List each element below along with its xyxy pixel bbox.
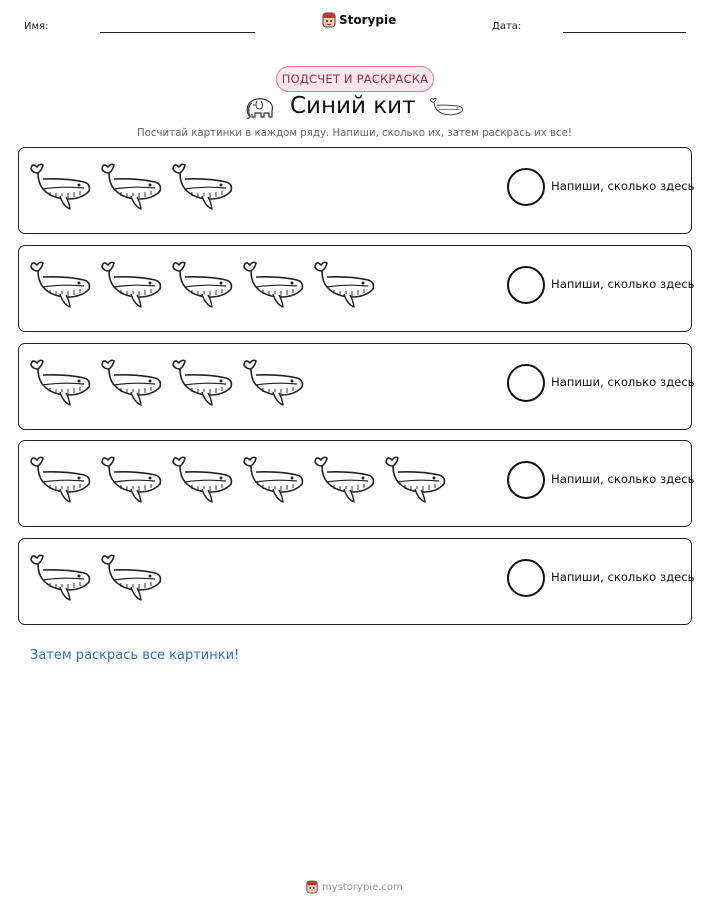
page-title: Синий кит [290, 93, 416, 119]
answer-hint: Напиши, сколько здесь [551, 179, 695, 193]
whale-icon [243, 260, 305, 310]
date-label: Дата: [492, 21, 522, 32]
whale-icon [30, 260, 92, 310]
whale-icon [101, 260, 163, 310]
answer-circle[interactable] [507, 266, 545, 304]
elephant-icon [244, 94, 276, 122]
answer-hint: Напиши, сколько здесь [551, 277, 695, 291]
whale-icon [30, 358, 92, 408]
whale-icon [243, 358, 305, 408]
worksheet-header [0, 0, 709, 50]
count-row [18, 147, 695, 234]
count-row [18, 440, 695, 527]
count-row [18, 343, 695, 430]
whale-icon [314, 455, 376, 505]
whale-icon [101, 455, 163, 505]
answer-hint: Напиши, сколько здесь [551, 570, 695, 584]
date-field[interactable] [563, 32, 686, 33]
title-row [0, 92, 709, 126]
whale-icon [30, 162, 92, 212]
answer-hint: Напиши, сколько здесь [551, 375, 695, 389]
whale-icon [430, 97, 464, 119]
whale-icon [172, 260, 234, 310]
brand-logo [322, 12, 396, 28]
answer-circle[interactable] [507, 461, 545, 499]
answer-circle[interactable] [507, 559, 545, 597]
answer-hint: Напиши, сколько здесь [551, 472, 695, 486]
page-footer [306, 880, 403, 894]
category-badge: ПОДСЧЕТ И РАСКРАСКА [276, 66, 434, 92]
whale-icon [172, 162, 234, 212]
whale-icon [314, 260, 376, 310]
brand-name: Storypie [339, 13, 397, 27]
answer-circle[interactable] [507, 168, 545, 206]
whale-icon [243, 455, 305, 505]
storypie-mascot-icon [306, 880, 318, 894]
footer-url: mystorypie.com [322, 881, 403, 893]
coloring-note: Затем раскрась все картинки! [30, 648, 240, 663]
name-label: Имя: [24, 21, 49, 32]
whale-icon [101, 553, 163, 603]
whale-icon [172, 455, 234, 505]
whale-icon [172, 358, 234, 408]
whale-icon [101, 358, 163, 408]
whale-icon [30, 553, 92, 603]
whale-icon [385, 455, 447, 505]
whale-icon [101, 162, 163, 212]
answer-circle[interactable] [507, 364, 545, 402]
whale-icon [30, 455, 92, 505]
count-row [18, 538, 695, 625]
count-row [18, 245, 695, 332]
name-field[interactable] [100, 32, 255, 33]
storypie-mascot-icon [322, 12, 336, 28]
instructions: Посчитай картинки в каждом ряду. Напиши, сколько их, затем раскрась их все! [137, 128, 572, 139]
